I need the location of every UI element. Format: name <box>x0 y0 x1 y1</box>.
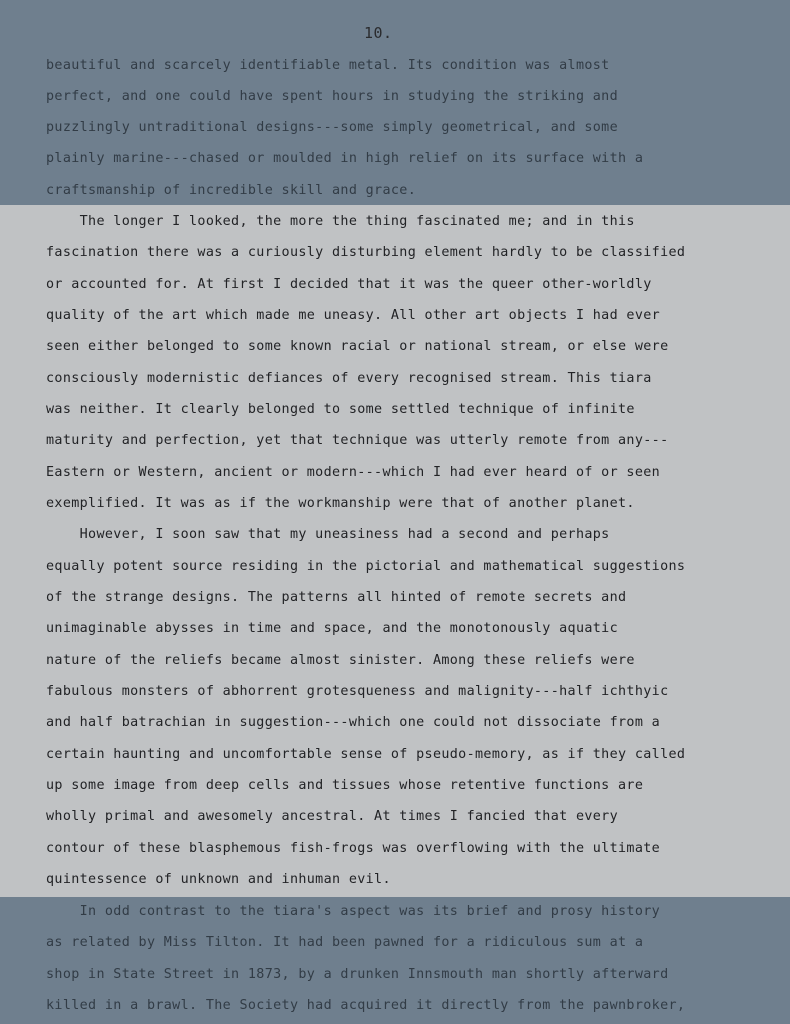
text-line: fabulous monsters of abhorrent grotesqueness and malignity---half ichthyic <box>46 684 669 699</box>
text-line: certain haunting and uncomfortable sense of pseudo-memory, as if they called <box>46 747 686 762</box>
text-line: The longer I looked, the more the thing fascinated me; and in this <box>46 214 635 229</box>
text-line: craftsmanship of incredible skill and grace. <box>46 183 417 198</box>
text-line: nature of the reliefs became almost sinister. Among these reliefs were <box>46 653 635 668</box>
text-line: puzzlingly untraditional designs---some simply geometrical, and some <box>46 120 619 135</box>
text-line: beautiful and scarcely identifiable metal. Its condition was almost <box>46 58 610 73</box>
text-line: unimaginable abysses in time and space, and the monotonously aquatic <box>46 621 619 636</box>
text-line: plainly marine---chased or moulded in high relief on its surface with a <box>46 151 644 166</box>
text-line: maturity and perfection, yet that technique was utterly remote from any--- <box>46 433 669 448</box>
text-line: fascination there was a curiously disturbing element hardly to be classified <box>46 245 686 260</box>
text-line: up some image from deep cells and tissues whose retentive functions are <box>46 778 644 793</box>
text-line: of the strange designs. The patterns all hinted of remote secrets and <box>46 590 627 605</box>
text-line: perfect, and one could have spent hours in studying the striking and <box>46 89 619 104</box>
text-line: equally potent source residing in the pictorial and mathematical suggestions <box>46 559 686 574</box>
text-line: shop in State Street in 1873, by a drunken Innsmouth man shortly afterward <box>46 967 669 982</box>
text-line: quality of the art which made me uneasy. All other art objects I had ever <box>46 308 661 323</box>
text-line: and half batrachian in suggestion---which one could not dissociate from a <box>46 715 661 730</box>
text-line: was neither. It clearly belonged to some settled technique of infinite <box>46 402 635 417</box>
text-line: killed in a brawl. The Society had acquired it directly from the pawnbroker, <box>46 998 686 1013</box>
text-line: seen either belonged to some known racial or national stream, or else were <box>46 339 669 354</box>
text-line: However, I soon saw that my uneasiness had a second and perhaps <box>46 527 610 542</box>
text-line: Eastern or Western, ancient or modern---which I had ever heard of or seen <box>46 465 661 480</box>
text-line: or accounted for. At first I decided that it was the queer other-worldly <box>46 277 652 292</box>
text-line: consciously modernistic defiances of every recognised stream. This tiara <box>46 371 652 386</box>
text-line: contour of these blasphemous fish-frogs was overflowing with the ultimate <box>46 841 661 856</box>
text-line: exemplified. It was as if the workmanship were that of another planet. <box>46 496 635 511</box>
text-line: In odd contrast to the tiara's aspect was its brief and prosy history <box>46 904 661 919</box>
text-line: wholly primal and awesomely ancestral. At times I fancied that every <box>46 809 619 824</box>
text-line: as related by Miss Tilton. It had been pawned for a ridiculous sum at a <box>46 935 644 950</box>
page-number: 10. <box>364 24 393 42</box>
text-line: quintessence of unknown and inhuman evil. <box>46 872 391 887</box>
